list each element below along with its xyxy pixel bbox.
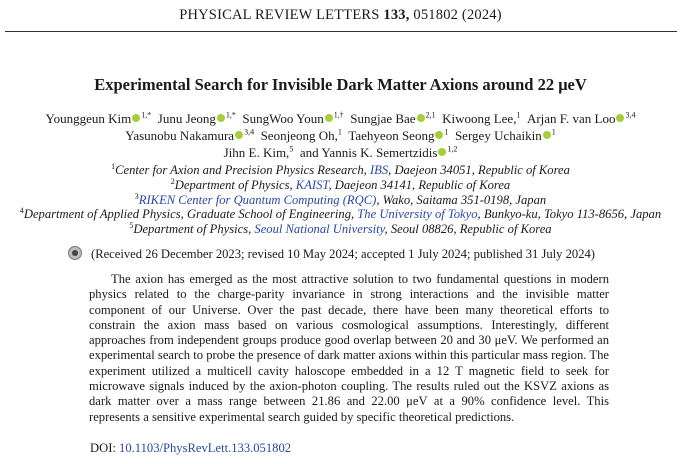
crossmark-icon[interactable] xyxy=(68,246,82,260)
affiliation-number: 1 xyxy=(111,162,116,171)
author-name: Yasunobu Nakamura xyxy=(125,128,235,144)
orcid-icon[interactable] xyxy=(235,131,243,139)
author-name: Younggeun Kim xyxy=(45,111,132,127)
affiliation-text: , Bunkyo-ku, Tokyo 113-8656, Japan xyxy=(477,207,662,222)
orcid-icon[interactable] xyxy=(435,131,443,139)
institution-link[interactable]: The University of Tokyo xyxy=(357,207,478,222)
orcid-icon[interactable] xyxy=(616,114,624,122)
author-name: Sergey Uchaikin xyxy=(454,128,542,144)
institution-link[interactable]: IBS xyxy=(369,163,389,178)
affiliation-text: Department of Physics, xyxy=(174,178,296,193)
author-name: Arjan F. van Loo xyxy=(526,111,616,127)
author-name: SungWoo Youn xyxy=(242,111,324,127)
author-name: Jihn E. Kim, xyxy=(223,145,290,161)
affiliation-number: 2 xyxy=(170,177,175,186)
orcid-icon[interactable] xyxy=(217,114,225,122)
affiliation-4 xyxy=(0,206,681,222)
author xyxy=(224,145,294,160)
author-affiliation-marker: 1 xyxy=(337,128,342,137)
author-affiliation-marker: 1 xyxy=(551,128,556,137)
affiliation-number: 5 xyxy=(129,221,134,230)
affiliation-text: , Daejeon 34141, Republic of Korea xyxy=(328,178,511,193)
orcid-icon[interactable] xyxy=(325,114,333,122)
institution-link[interactable]: Seoul National University xyxy=(254,222,385,237)
doi-label: DOI: xyxy=(90,441,116,455)
affiliation-number: 3 xyxy=(134,192,139,201)
author xyxy=(242,111,343,126)
author-affiliation-marker: 1 xyxy=(516,111,521,120)
orcid-icon[interactable] xyxy=(417,114,425,122)
affiliation-text: , Wako, Saitama 351-0198, Japan xyxy=(376,193,547,208)
author-name: Junu Jeong xyxy=(157,111,216,127)
author xyxy=(527,111,636,126)
orcid-icon[interactable] xyxy=(438,148,446,156)
author-affiliation-marker: 1,† xyxy=(333,111,344,120)
journal-volume: 133, xyxy=(383,7,410,23)
author xyxy=(348,128,448,143)
author-name: Kiwoong Lee, xyxy=(442,111,517,127)
affiliation-1 xyxy=(0,162,681,178)
affiliation-text: Center for Axion and Precision Physics Research, xyxy=(115,163,370,178)
author-name: Sungjae Bae xyxy=(350,111,416,127)
author xyxy=(125,128,254,143)
author xyxy=(158,111,236,126)
authors-line-2 xyxy=(0,128,681,144)
abstract-text: The axion has emerged as the most attractive solution to two fundamental questions in modern physics related to the charge-parity invariance in strong interactions and the invisible matter component of our Universe. Over the past decade, there have been many theoretical efforts to constrain the axion mass based on various cosmological assumptions. Interestingly, different approaches from independent groups produce good overlap between 20 and 30 μeV. We performed an experimental search to probe the presence of dark matter axions within this particular mass region. The experiment utilized a multicell cavity haloscope embedded in a 12 T magnetic field to seek for microwave signals induced by the axion-photon coupling. The results ruled out the KSVZ axions as dark matter over a mass range between 21.86 and 22.00 μeV at a 90% confidence level. This represents a sensitive experimental search guided by specific theoretical predictions. xyxy=(89,272,609,424)
affiliation-text: , Seoul 08826, Republic of Korea xyxy=(384,222,552,237)
orcid-icon[interactable] xyxy=(132,114,140,122)
institution-link[interactable]: KAIST xyxy=(295,178,329,193)
author xyxy=(300,145,458,160)
affiliation-text: , Daejeon 34051, Republic of Korea xyxy=(388,163,570,178)
author-affiliation-marker: 1,* xyxy=(225,111,236,120)
author-name: Seonjeong Oh, xyxy=(260,128,338,144)
doi-link[interactable]: 10.1103/PhysRevLett.133.051802 xyxy=(119,441,292,455)
author-affiliation-marker: 1,2 xyxy=(447,145,458,154)
article-title: Experimental Search for Invisible Dark Matter Axions around 22 μeV xyxy=(94,75,587,94)
authors-line-3 xyxy=(0,145,681,161)
received-text: (Received 26 December 2023; revised 10 May 2024; accepted 1 July 2024; published 31 July 2024) xyxy=(91,247,595,261)
author xyxy=(261,128,342,143)
author-affiliation-marker: 3,4 xyxy=(244,128,255,137)
affiliation-2 xyxy=(0,177,681,193)
author-affiliation-marker: 2,1 xyxy=(425,111,436,120)
author-name: Taehyeon Seong xyxy=(348,128,435,144)
author xyxy=(442,111,520,126)
abstract xyxy=(89,272,609,425)
author-name: and Yannis K. Semertzidis xyxy=(299,145,438,161)
affiliation-number: 4 xyxy=(19,206,24,215)
author-affiliation-marker: 1,* xyxy=(141,111,152,120)
institution-link[interactable]: RIKEN Center for Quantum Computing (RQC) xyxy=(138,193,377,208)
author-affiliation-marker: 1 xyxy=(444,128,449,137)
affiliation-text: Department of Applied Physics, Graduate School of Engineering, xyxy=(23,207,358,222)
running-head xyxy=(0,7,681,24)
author xyxy=(350,111,435,126)
affiliation-text: Department of Physics, xyxy=(133,222,255,237)
author xyxy=(46,111,152,126)
author-affiliation-marker: 5 xyxy=(289,145,294,154)
received-dates xyxy=(68,246,595,262)
doi-line xyxy=(90,441,291,456)
affiliation-5 xyxy=(0,221,681,237)
authors-line-1 xyxy=(0,111,681,127)
author xyxy=(455,128,556,143)
author-affiliation-marker: 3,4 xyxy=(625,111,636,120)
journal-name: PHYSICAL REVIEW LETTERS xyxy=(179,7,380,23)
article-number: 051802 (2024) xyxy=(413,7,502,23)
header-rule xyxy=(5,31,677,32)
orcid-icon[interactable] xyxy=(543,131,551,139)
